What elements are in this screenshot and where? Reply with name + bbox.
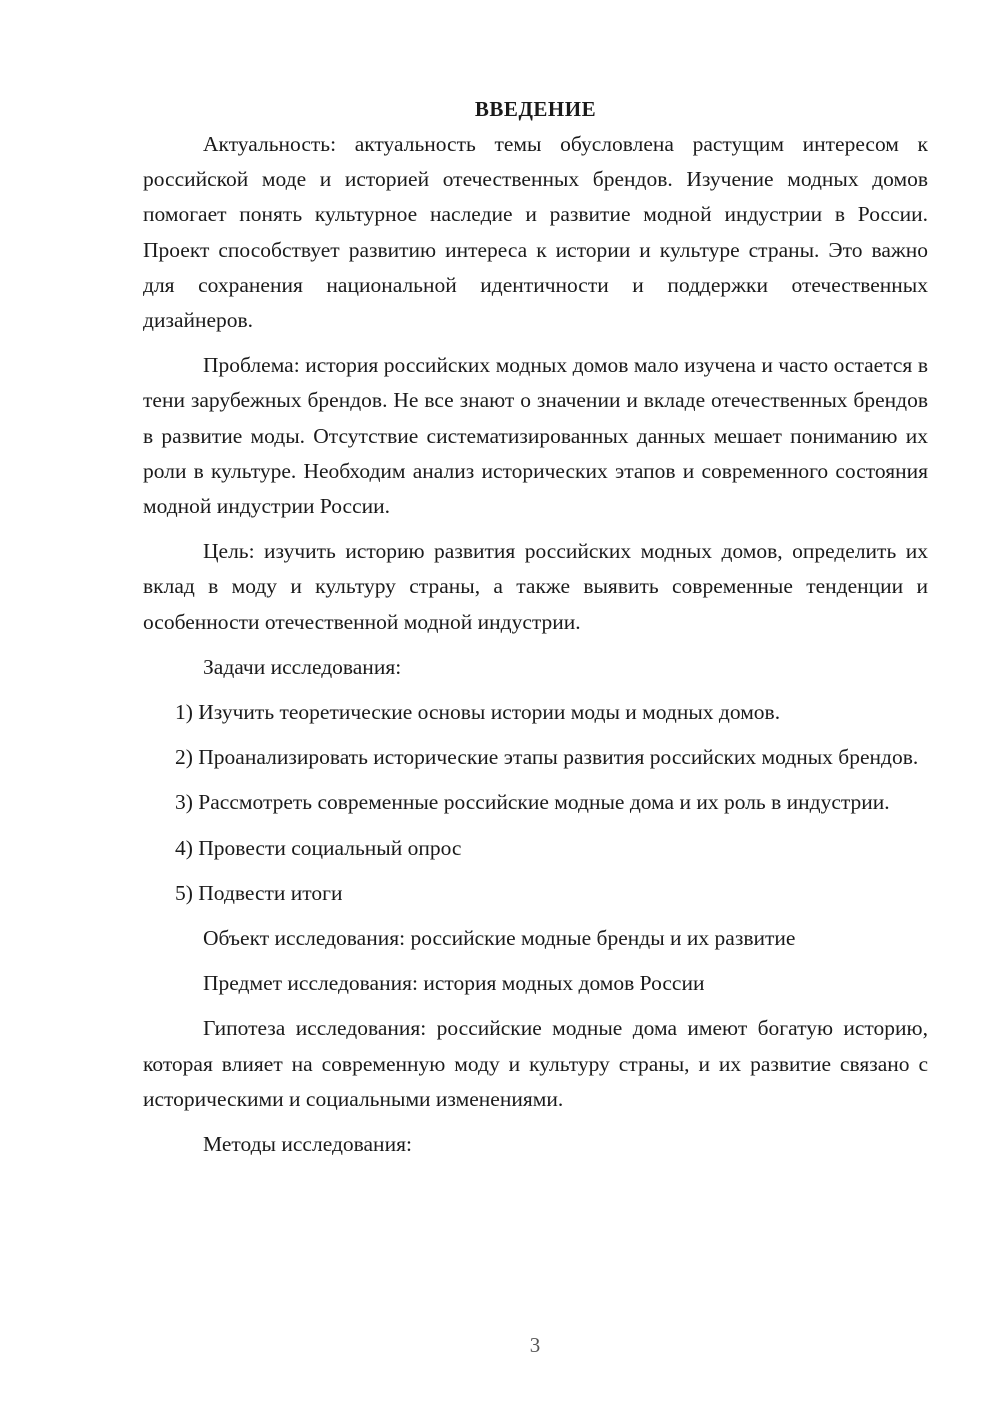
document-page	[143, 92, 928, 1172]
tasks-heading: Задачи исследования:	[203, 654, 402, 679]
task-item-5: 5) Подвести итоги	[175, 880, 343, 905]
research-object: Объект исследования: российские модные бренды и их развитие	[203, 926, 796, 951]
methods-heading: Методы исследования:	[203, 1132, 412, 1157]
task-item-3: 3) Рассмотреть современные российские модные дома и их роль в индустрии.	[175, 790, 890, 815]
relevance-paragraph: Актуальность: актуальность темы обусловлена растущим интересом к российской моде и историей отечественных брендов. Изучение модных домов помогает понять культурное наследие и развитие модной индустрии в России. Проект способствует развитию интереса к истории и культуре страны. Это важно для сохранения национальной идентичности и поддержки отечественных дизайнеров.	[143, 132, 928, 333]
goal-paragraph: Цель: изучить историю развития российских модных домов, определить их вклад в моду и культуру страны, а также выявить современные тенденции и особенности отечественной модной индустрии.	[143, 539, 928, 634]
research-subject: Предмет исследования: история модных домов России	[203, 971, 705, 996]
problem-paragraph: Проблема: история российских модных домов мало изучена и часто остается в тени зарубежных брендов. Не все знают о значении и вкладе отечественных брендов в развитие моды. Отсутствие систематизированных данных мешает пониманию их роли в культуре. Необходим анализ исторических этапов и современного состояния модной индустрии России.	[143, 353, 928, 519]
section-title: ВВЕДЕНИЕ	[474, 97, 597, 121]
page-number: 3	[529, 1333, 541, 1357]
task-item-4: 4) Провести социальный опрос	[175, 835, 462, 860]
hypothesis-paragraph: Гипотеза исследования: российские модные дома имеют богатую историю, которая влияет на современную моду и культуру страны, и их развитие связано с историческими и социальными изменениями.	[143, 1016, 928, 1111]
task-item-2: 2) Проанализировать исторические этапы развития российских модных брендов.	[175, 745, 919, 770]
task-item-1: 1) Изучить теоретические основы истории моды и модных домов.	[175, 700, 781, 725]
